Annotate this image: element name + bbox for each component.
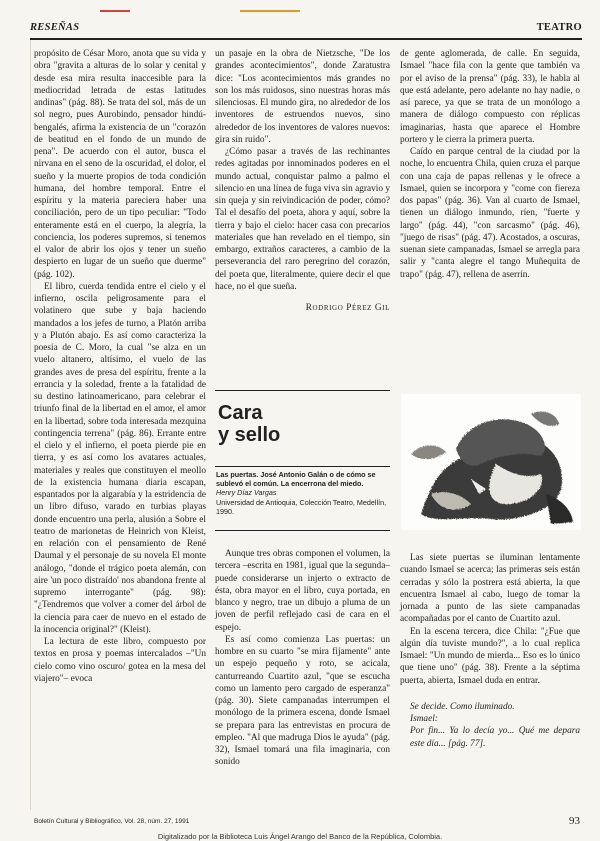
title-line: Cara <box>218 402 263 424</box>
header-rule <box>30 38 582 40</box>
paragraph: ¿Cómo pasar a través de las rechinantes redes agitadas por innominados poderes en el mundo actual, conquistar palmo a palmo el silencio en una línea de fuga viva sin agravio y sin queja y sin reivindicación de poder, cómo? Tal el desafío del poeta, ahora y aquí, sobre la tierra y bajo el cielo: hacer casa con precarios materiales que han revelado en el tiempo, sin embargo, extraños caracteres, a cambio de la perseverancia del raro peregrino del corazón, del poeta que, literalmente, quiere decir el que hace, no el que sueña. <box>215 147 390 292</box>
excerpt-line: Ismael: <box>410 714 438 724</box>
illustration <box>401 394 581 530</box>
column-2-lower <box>215 548 390 769</box>
column-1 <box>34 48 206 685</box>
paragraph: propósito de César Moro, anota que su vida y obra "gravita a alturas de lo solar y cenital y desde esa mira resulta inaccesible para la mediocridad letrada de estas latitudes andinas" (pág. 88). Se trata del sol, más de un sol negro, pues Aurobindo, pensador hindú-bengalés, afirma la existencia de un "corazón de beatitud en el fondo de un mundo de pena". De acuerdo con el autor, busca el nirvana en el seno de la oscuridad, el dolor, el sueño y la muerte propios de toda condición humana, del hombre temporal. Entre el espíritu y la materia pareciera haber una conciliación, pero de un tipo peculiar: "Todo enteramente está en el cuerpo, la alegría, la conciencia, los poderes supremos, si tenemos el valor de abrir los ojos y tener un sueño despierto en lugar de un sueño que duerme" (pág. 102). <box>34 49 206 280</box>
digitization-notice: Digitalizado por la Biblioteca Luis Ángel Arango del Banco de la República, Colombia. <box>157 832 443 841</box>
column-2 <box>215 48 390 314</box>
column-3 <box>400 48 580 281</box>
paragraph: Es así como comienza Las puertas: un hombre en su cuarto "se mira fijamente" ante un espejo pequeño y roto, se acicala, canturreando Cuartito azul, "que se escucha como un lamento pero cargado de esperanza" (pág. 30). Siete campanadas interrumpen el monólogo de la primera escena, donde Ismael se prepara para las entrevistas en procura de empleo. "Al que madruga Dios le ayuda" (pág. 32), Ismael tomará una fila imaginaria, con sonido <box>215 634 390 768</box>
paragraph: un pasaje en la obra de Nietzsche, "De los grandes acontecimientos", donde Zaratustra dice: "Los acontecimientos más grandes no son los más ruidosos, sino nuestras horas más silenciosas. El mundo gira, no alrededor de los inventores de estruendos nuevos, sino alrededor de los inventores de valores nuevos: gira sin ruido". <box>215 49 390 145</box>
paragraph: La lectura de este libro, compuesto por textos en prosa y poemas intercalados –"Un cielo como vino oscuro/ gotea en la mesa del viajero"– evoca <box>34 637 206 684</box>
section-label-right: TEATRO <box>536 22 582 33</box>
paragraph: de gente aglomerada, de calle. En seguida, Ismael "hace fila con la gente que también va por el aviso de la prensa" (pág. 33), le habla al que está adelante, pero adelante no hay nadie, o así parece, ya que se trata de un monólogo a manera de diálogo compuesto con réplicas imaginarias, hasta que aparece el Hombre portero y le cierra la primera puerta. <box>400 49 580 145</box>
color-mark <box>100 10 130 12</box>
paragraph: Las siete puertas se iluminan lentamente cuando Ismael se acerca; las primeras seis están cerradas y sólo la postrera está abierta, la que encuentra Ismael al cabo, luego de tomar la jornada a punto de las siete campanadas acompañadas por el canto de Cuartito azul. <box>400 553 580 625</box>
title-line: y sello <box>218 424 281 446</box>
article-title <box>218 402 388 446</box>
section-label-left: RESEÑAS <box>30 22 80 33</box>
review-author: Rodrigo Pérez Gil <box>305 303 390 313</box>
book-titles: Las puertas. José Antonio Galán o de cómo se sublevó el común. La encerrona del miedo. <box>216 470 376 489</box>
page-header <box>30 22 582 38</box>
book-author: Henry Díaz Vargas <box>216 488 277 498</box>
page-number: 93 <box>569 815 580 827</box>
quoted-excerpt <box>400 701 580 750</box>
paragraph: Caído en parque central de la ciudad por la noche, lo encuentra Chila, quien cruza el parque con una caja de papas rellenas y le ofrece a Ismael, quien se incorpora y "come con fiereza dos papas" (pág. 36). Van al cuarto de Ismael, tienen un diálogo inmundo, ríen, "fuerte y largo" (pág. 44), "con sarcasmo" (pág. 46), "juego de risas" (pág. 47). Acostados, a oscuras, suenan siete campanadas, Ismael se arregla para salir y "canta alegre el tango Muñequita de trapo" (pág. 47), rellena de aserrín. <box>400 147 580 280</box>
publisher: Universidad de Antioquia, Colección Teatro, Medellín, 1990. <box>216 497 387 516</box>
paragraph: El libro, cuerda tendida entre el cielo y el infierno, oscila peligrosamente para el volatinero que sube y baja haciendo mandados a los jefes de turno, a Platón arriba y a Plutón abajo. Es así como caracteriza la poesía de C. Moro, la cual "se alza en un vuelo altanero, altísimo, el vuelo de las grandes aves de presa del espíritu, frente a la errancia y la soledad, frente a la fatalidad de su destino latinoamericano, para celebrar el triunfo final de la libertad en el amor, el amor en la libertad, sobre toda interesada mezquina contingencia terrena" (pág. 86). Errante entre el cielo y el infierno, el poeta pierde pie en tierra, y es así como los avatares actuales, materiales y reales que constituyen el meollo de la existencia humana diaria escapan, espantados por la algarabía y la estridencia de un libro difuso, varado en turbias playas donde encuentro una perla, alusión a Sobre el teatro de marionetas de Heinrich von Kleist, en relación con el pensamiento de René Daumal y el personaje de su novela El monte análogo, "donde el trágico poeta alemán, con aire 'un poco distraído' nos abandona frente al supremo interrogante" (pág. 98): "¿Tendremos que volver a comer del árbol de la ciencia para caer de nuevo en el estado de la inocencia original?" (Kleist). <box>34 281 206 635</box>
divider-rule <box>215 390 390 391</box>
bibliographic-reference <box>216 470 390 516</box>
excerpt-line: Por fin... Ya lo decía yo... Qué me depara este día... [pág. 77]. <box>410 726 580 749</box>
ink-drawing-icon <box>401 394 581 530</box>
divider-rule <box>215 466 390 467</box>
journal-footer: Boletín Cultural y Bibliográfico, Vol. 28, núm. 27, 1991 <box>34 818 190 825</box>
paragraph: En la escena tercera, dice Chila: "¿Fue que algún día tuviste mundo?", a lo cual replica Ismael: "Un mundo de mierda... Eso es lo único que tiene uno" (pág. 38). Frente a la séptima puerta, abierta, Ismael duda en entrar. <box>400 626 580 686</box>
color-mark <box>240 10 300 12</box>
divider-rule <box>215 530 390 531</box>
column-3-lower <box>400 552 580 750</box>
page-edge-line <box>30 40 31 810</box>
paragraph: Aunque tres obras componen el volumen, la tercera –escrita en 1981, igual que la segunda– puede considerarse un injerto o extracto de ésta, obra mayor en el libro, cuya portada, en blanco y negro, trae un dibujo a pluma de un joven de perfil reflejado casi de cara en el espejo. <box>215 549 390 633</box>
excerpt-line: Se decide. Como iluminado. <box>410 701 515 712</box>
